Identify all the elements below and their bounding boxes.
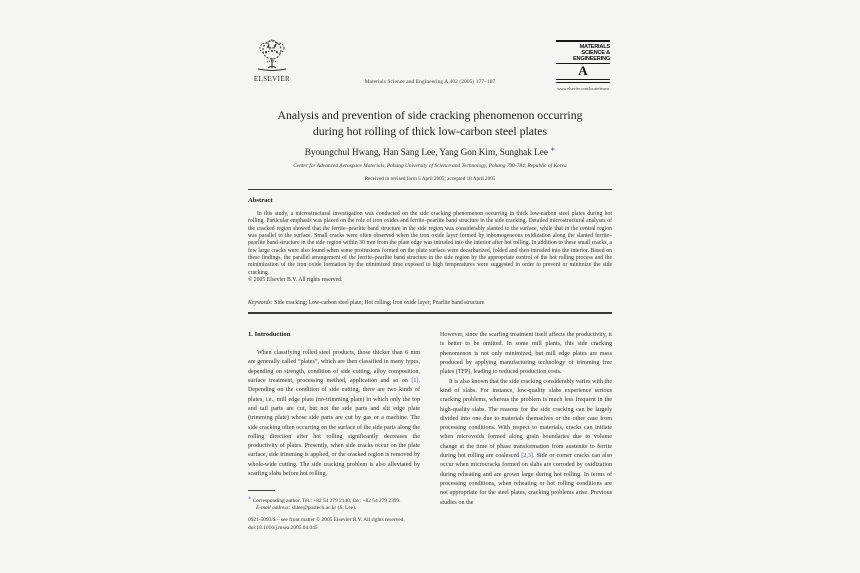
email-address[interactable]: shlee@postech.ac.kr (S. Lee). xyxy=(290,505,357,512)
intro-paragraph-part2: . Depending on the condition of side cutting, there are two kinds of plates, i.e., mill edge plate (no-trimming plate) in which only the top and tail parts are cut, but not the side parts and slit edge plate (trimming plate) whose side parts are cut by gas or a machine. The side cracking often occurring on the surface of the side parts along the rolling direction after hot rolling significantly decreases the productivity of plates. Presently, when side cracks occur on the plate surface, side trimming is applied, or the cracked region is removed by whole-wide cutting. The side cracking problem is also alleviated by scarfing slabs before hot rolling. xyxy=(248,377,420,478)
footnote-divider xyxy=(248,490,275,491)
article-footer xyxy=(248,517,588,532)
footnote-line1-text: Corresponding author. Tel.: +82 54 279 2140; fax: +82 54 279 2399. xyxy=(251,497,401,504)
article-title xyxy=(228,108,632,139)
article-title-line1: Analysis and prevention of side cracking phenomenon occurring xyxy=(277,108,583,122)
journal-logo-title: MATERIALS SCIENCE & ENGINEERING xyxy=(556,44,610,64)
citation-ref-1[interactable]: [1] xyxy=(411,377,419,384)
elsevier-wordmark: ELSEVIER xyxy=(253,75,291,83)
elsevier-logo xyxy=(249,38,295,83)
section-heading-introduction: 1. Introduction xyxy=(248,331,291,338)
right-paragraph-1: However, since the scarfing treatment itself affects the productivity, it is better to be omitted. In some mill plants, this side cracking phenomenon is not only minimized, but mill edge plates are mass produced by applying manufacturing technology of trimming free plates (TFP), leading to reduced production costs. xyxy=(440,332,612,376)
received-line: Received in revised form 5 April 2005; accepted 18 April 2005 xyxy=(364,176,496,182)
corresponding-author-footnote xyxy=(248,494,426,513)
right-paragraph-2-part2: . Side or corner cracks can also occur when microcracks formed on slabs are corroded by oxidization during reheating and are grown large during hot rolling. In terms of processing conditions, when reheating or hot rolling conditions are not appropriate for the steel plates, cracking problems arise. Previous studies on the xyxy=(440,453,612,506)
citation-ref-2[interactable]: [2,3] xyxy=(521,453,533,460)
footer-issn-line: 0921-5093/$ – see front matter © 2005 Elsevier B.V. All rights reserved. xyxy=(248,517,405,523)
journal-reference-line: Materials Science and Engineering A 402 (2005) 177–187 xyxy=(364,79,496,85)
left-column xyxy=(248,331,420,508)
right-column xyxy=(440,331,612,508)
right-paragraph-2 xyxy=(440,378,612,508)
intro-paragraph-part1: When classifying rolled steel products, those thicker than 6 mm are generally called “plates”, which are then classified in many types, depending on strength, condition of side cutting, alloy composition, surface treatment, processing method, application and so on xyxy=(248,350,420,384)
abstract-text: In this study, a microstructural investigation was conducted on the side cracking phenomenon occurring in thick low-carbon steel plates during hot rolling. Particular emphasis was placed on the role of iron oxides and ferrite–pearlite band structure in the side cracking. Detailed microstructural analyses of the cracked region showed that the ferrite–pearlite band structure in the side region was considerably slanted to the surface, while that in the central region was parallel to the surface. Small cracks were often observed when the iron oxide layer formed by inhomogeneous oxidization along the slanted ferrite–pearlite band structure in the side region within 30 mm from the plate edge was intruded into the interior after hot rolling. In addition to these small cracks, a few large cracks were also found when some protrusions formed on the plate surface were decarburized, folded and then intruded into the interior. Based on these findings, the parallel arrangement of the ferrite–pearlite band structure in the side region by the appropriate control of the hot rolling process and the minimization of the iron oxide formation by the minimized time exposed to high temperatures were suggested in order to prevent or minimize the side cracking. xyxy=(248,211,612,276)
abstract-heading: Abstract xyxy=(248,197,273,204)
journal-logo-letter: A xyxy=(578,63,588,78)
footnote-line1 xyxy=(248,494,426,505)
affiliation-line: Center for Advanced Aerospace Materials, Pohang University of Science and Technology, Pohang 790-784, Republic of Korea xyxy=(293,163,567,169)
email-label: E-mail address: xyxy=(256,505,291,512)
footnote-line2 xyxy=(248,505,426,512)
elsevier-tree-icon xyxy=(253,38,291,74)
author-names: Byoungchul Hwang, Han Sang Lee, Yang Gon Kim, Sunghak Lee xyxy=(304,147,548,158)
keywords-line xyxy=(248,300,612,306)
keywords-text: Side cracking; Low-carbon steel plate; Hot rolling; Iron oxide layer; Pearlite band structure xyxy=(272,300,485,306)
article-title-line2: during hot rolling of thick low-carbon steel plates xyxy=(312,123,548,138)
intro-paragraph xyxy=(248,349,420,479)
body-columns xyxy=(248,331,612,508)
keywords-label: Keywords: xyxy=(248,300,273,306)
abstract-block xyxy=(248,211,612,284)
keywords-divider xyxy=(248,312,612,314)
footer-doi-line: doi:10.1016/j.msea.2005.04.045 xyxy=(248,524,318,531)
authors-line xyxy=(228,146,632,157)
corresponding-author-mark[interactable]: ∗ xyxy=(550,147,556,153)
copyright-line: © 2005 Elsevier B.V. All rights reserved. xyxy=(248,277,343,284)
header-divider xyxy=(248,189,612,190)
footnote-asterisk: ∗ xyxy=(248,495,252,500)
right-paragraph-2-part1: It is also known that the side cracking considerably varies with the kind of slabs. For instance, low-quality slabs experience serious cracking problems, whereas the problem is much less frequent in the high-quality slabs. The reasons for the side cracking can be largely divided into one due to materials themselves or the other case from processing conditions. With respect to materials, cracks can initiate when microvoids formed along grain boundaries due to volume change at the time of phase transformation from austenite to ferrite during hot rolling are coalesced xyxy=(440,378,612,460)
journal-url-link[interactable]: www.elsevier.com/locate/msea xyxy=(557,86,609,91)
journal-logo-box xyxy=(556,40,610,83)
